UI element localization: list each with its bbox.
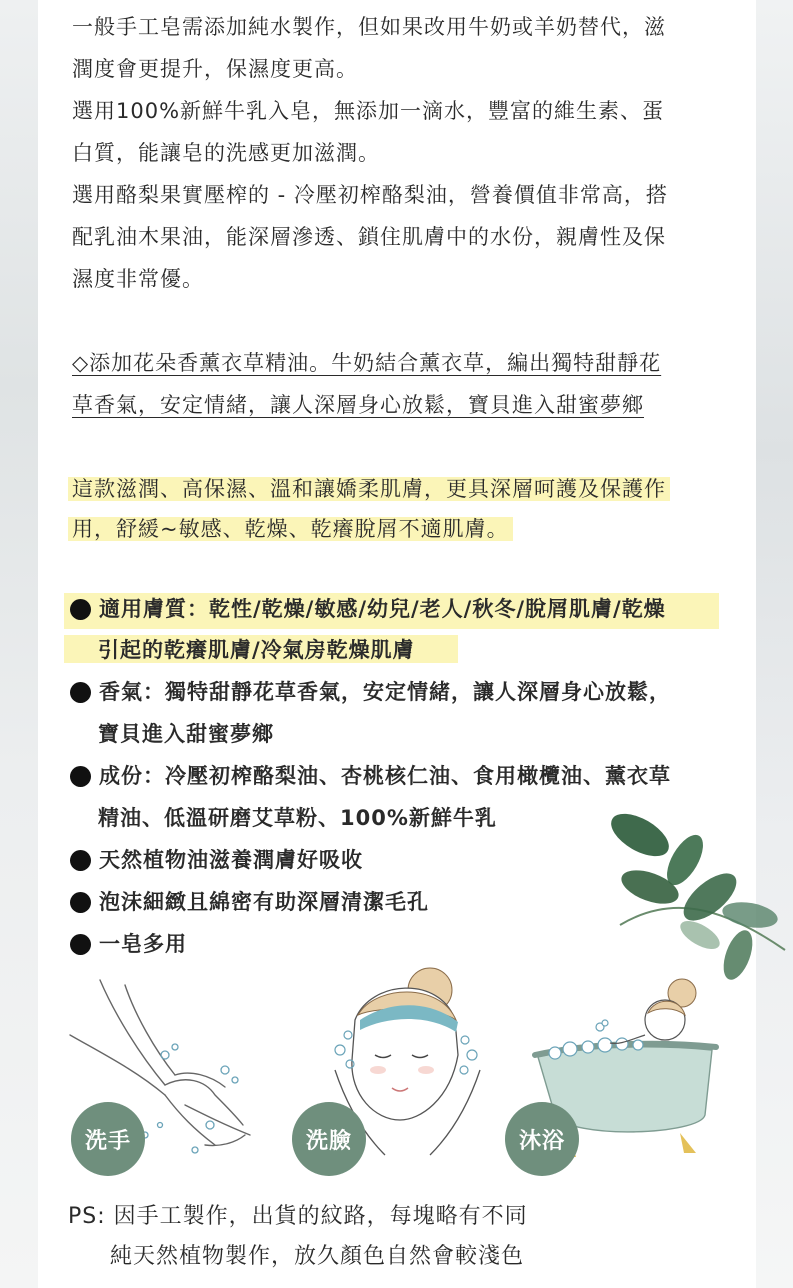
highlight-line-wrap [68, 514, 513, 544]
intro-line: 潤度會更提升，保濕度更高。 [72, 57, 358, 81]
ps-note: 純天然植物製作，放久顏色自然會較淺色 [110, 1244, 525, 1269]
background-left [0, 0, 40, 1288]
feature-text: 泡沫細緻且綿密有助深層清潔毛孔 [99, 890, 429, 914]
highlight-line: 這款滋潤、高保濕、溫和讓嬌柔肌膚，更具深層呵護及保護作 [68, 477, 670, 501]
intro-line: 配乳油木果油，能深層滲透、鎖住肌膚中的水份，親膚性及保 [72, 225, 666, 249]
intro-line: 選用酪梨果實壓榨的 - 冷壓初榨酪梨油，營養價值非常高，搭 [72, 183, 668, 207]
ps-note: PS: 因手工製作，出貨的紋路，每塊略有不同 [68, 1204, 528, 1229]
feature-item [70, 594, 666, 624]
lavender-line: 草香氣，安定情緒，讓人深層身心放鬆，寶貝進入甜蜜夢鄉 [72, 393, 644, 417]
use-badge-hand: 洗手 [71, 1102, 145, 1176]
highlight-line-wrap [68, 474, 670, 504]
use-badge-face: 洗臉 [292, 1102, 366, 1176]
highlight-line: 用，舒緩~敏感、乾燥、乾癢脫屑不適肌膚。 [68, 517, 513, 541]
lavender-line: ◇添加花朵香薰衣草精油。牛奶結合薰衣草，編出獨特甜靜花 [72, 351, 662, 375]
intro-line: 白質，能讓皂的洗感更加滋潤。 [72, 141, 380, 165]
feature-text: 一皂多用 [99, 932, 187, 956]
feature-text: 適用膚質：乾性/乾燥/敏感/幼兒/老人/秋冬/脫屑肌膚/乾燥 [99, 597, 666, 621]
feature-text: 精油、低溫研磨艾草粉、100%新鮮牛乳 [98, 806, 497, 830]
bullet-icon [70, 892, 91, 913]
feature-text: 天然植物油滋養潤膚好吸收 [99, 848, 363, 872]
feature-item [70, 929, 187, 959]
use-badge-bath: 沐浴 [505, 1102, 579, 1176]
feature-text: 引起的乾癢肌膚/冷氣房乾燥肌膚 [98, 638, 415, 662]
intro-line: 選用100%新鮮牛乳入皂，無添加一滴水，豐富的維生素、蛋 [72, 99, 665, 123]
background-right [755, 0, 793, 1288]
feature-text: 香氣：獨特甜靜花草香氣，安定情緒，讓人深層身心放鬆， [99, 680, 671, 704]
intro-line: 一般手工皂需添加純水製作，但如果改用牛奶或羊奶替代，滋 [72, 15, 666, 39]
bullet-icon [70, 850, 91, 871]
intro-line: 濕度非常優。 [72, 267, 204, 291]
feature-text: 寶貝進入甜蜜夢鄉 [98, 722, 274, 746]
feature-item [70, 887, 429, 917]
bullet-icon [70, 682, 91, 703]
bullet-icon [70, 934, 91, 955]
bullet-icon [70, 599, 91, 620]
bullet-icon [70, 766, 91, 787]
feature-item [70, 677, 671, 707]
feature-item [70, 845, 363, 875]
leaf-icon [600, 805, 793, 980]
feature-text: 成份：冷壓初榨酪梨油、杏桃核仁油、食用橄欖油、薰衣草 [99, 764, 671, 788]
feature-item [70, 761, 671, 791]
